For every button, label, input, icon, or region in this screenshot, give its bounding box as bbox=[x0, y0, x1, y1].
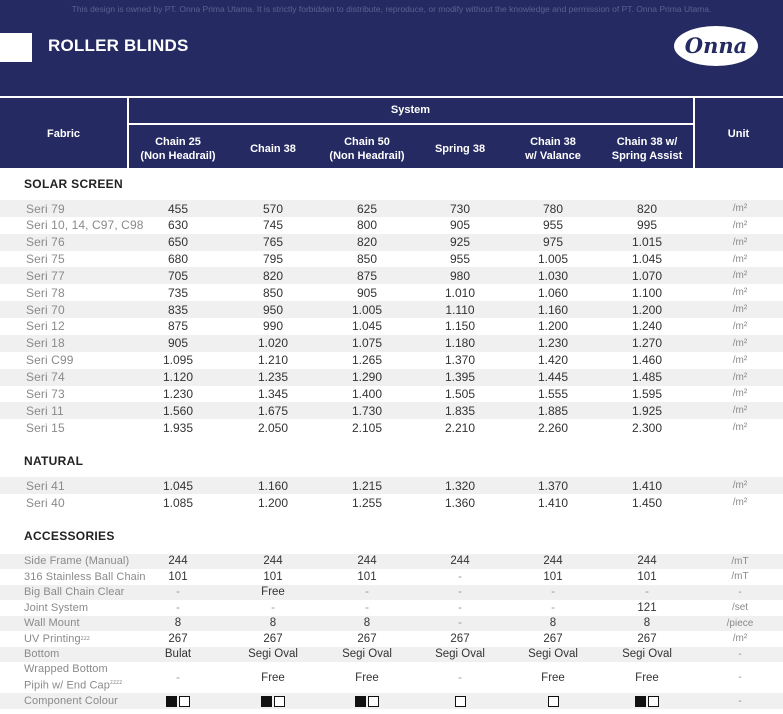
row-unit: - bbox=[738, 672, 742, 683]
row-unit: /m² bbox=[732, 633, 748, 645]
row-value: 1.560 bbox=[162, 403, 194, 418]
row-value: 705 bbox=[167, 268, 189, 283]
row-value: Free bbox=[261, 671, 285, 684]
system-divider bbox=[128, 123, 693, 125]
row-value: 244 bbox=[357, 555, 377, 568]
section-natural: NATURAL bbox=[24, 454, 84, 468]
row-value: 101 bbox=[637, 570, 657, 583]
row-value: 1.045 bbox=[631, 252, 663, 267]
header-col-3: Chain 50 (Non Headrail) bbox=[329, 136, 405, 162]
row-value: 905 bbox=[356, 285, 378, 300]
header-col-1: Chain 25 (Non Headrail) bbox=[140, 136, 216, 162]
row-value: 1.095 bbox=[162, 353, 194, 368]
row-value: 2.050 bbox=[257, 420, 289, 435]
row-value: 8 bbox=[643, 617, 651, 630]
row-value: 8 bbox=[363, 617, 371, 630]
table-row bbox=[0, 477, 783, 494]
row-unit: /m² bbox=[732, 270, 748, 282]
row-value: 1.110 bbox=[445, 302, 475, 317]
black-swatch-icon bbox=[166, 696, 177, 707]
row-value: 2.105 bbox=[351, 420, 383, 435]
row-value: 765 bbox=[262, 235, 284, 250]
row-value: 8 bbox=[269, 617, 277, 630]
row-value: 735 bbox=[167, 285, 189, 300]
row-value: 1.885 bbox=[537, 403, 569, 418]
row-value: 1.210 bbox=[257, 353, 289, 368]
row-value: 795 bbox=[262, 252, 284, 267]
table-header bbox=[0, 96, 783, 168]
black-swatch-icon bbox=[355, 696, 366, 707]
row-value: 101 bbox=[263, 570, 283, 583]
row-unit: /m² bbox=[732, 371, 748, 383]
row-value: Free bbox=[261, 586, 285, 599]
row-value: 1.045 bbox=[162, 478, 194, 493]
row-value: 2.300 bbox=[631, 420, 663, 435]
row-unit: - bbox=[738, 586, 742, 598]
row-value: 1.215 bbox=[351, 478, 383, 493]
row-unit: /m² bbox=[732, 354, 748, 366]
row-label: Joint System bbox=[24, 601, 89, 614]
row-value: 1.020 bbox=[257, 336, 289, 351]
row-value: 1.345 bbox=[257, 386, 289, 401]
title-accent-tab bbox=[0, 33, 32, 62]
row-value: - bbox=[551, 586, 555, 599]
row-value: 650 bbox=[167, 235, 189, 250]
row-value: 995 bbox=[636, 218, 658, 233]
row-value: - bbox=[271, 601, 275, 614]
row-value: 244 bbox=[637, 555, 657, 568]
table-row bbox=[0, 234, 783, 251]
row-value: 267 bbox=[637, 632, 657, 645]
row-value: 800 bbox=[356, 218, 378, 233]
row-value: 1.005 bbox=[351, 302, 383, 317]
row-value: 955 bbox=[449, 252, 471, 267]
row-value: 244 bbox=[263, 555, 283, 568]
table-row bbox=[0, 662, 783, 693]
row-value bbox=[322, 693, 412, 709]
row-value: 1.420 bbox=[537, 353, 569, 368]
row-unit: - bbox=[738, 648, 742, 660]
row-value: 1.290 bbox=[351, 370, 383, 384]
row-unit: /m² bbox=[732, 388, 748, 400]
table-row bbox=[0, 647, 783, 663]
row-value: 1.180 bbox=[444, 336, 476, 351]
row-unit: /m² bbox=[732, 497, 748, 508]
row-value: 1.265 bbox=[351, 353, 383, 368]
row-value: 850 bbox=[262, 285, 284, 300]
white-swatch-icon bbox=[368, 696, 379, 707]
table-row bbox=[0, 631, 783, 647]
row-unit: /mT bbox=[731, 555, 749, 567]
onna-logo bbox=[673, 25, 759, 67]
header-col-6: Chain 38 w/ Spring Assist bbox=[611, 136, 683, 162]
row-unit: /m² bbox=[732, 480, 748, 491]
row-value: 680 bbox=[167, 252, 189, 267]
row-value: 1.925 bbox=[631, 403, 663, 418]
table-row bbox=[0, 352, 783, 369]
table-row bbox=[0, 616, 783, 632]
table-row bbox=[0, 318, 783, 335]
copyright-notice: This design is owned by PT. Onna Prima Utama. It is strictly forbidden to distribute, reproduce, or modify without the knowledge and permission of PT. Onna Prima Utama. bbox=[71, 4, 712, 14]
row-label: Big Ball Chain Clear bbox=[24, 586, 125, 599]
svg-text:Onna: Onna bbox=[684, 33, 748, 58]
header-col-2: Chain 38 bbox=[250, 143, 296, 155]
row-value: 950 bbox=[262, 302, 284, 317]
row-unit: /piece bbox=[726, 617, 754, 629]
row-label: Seri 78 bbox=[26, 285, 65, 300]
row-label: Seri 18 bbox=[26, 336, 65, 351]
row-value: - bbox=[176, 601, 180, 614]
row-value: 1.410 bbox=[631, 478, 663, 493]
row-value: - bbox=[458, 570, 462, 583]
table-row bbox=[0, 600, 783, 616]
row-value: - bbox=[551, 601, 555, 614]
row-value: 730 bbox=[449, 201, 471, 216]
row-value: 1.060 bbox=[537, 285, 569, 300]
row-label: Seri 79 bbox=[26, 201, 65, 216]
row-value: 955 bbox=[542, 218, 564, 233]
row-label: Seri C99 bbox=[26, 353, 74, 368]
row-value: 905 bbox=[449, 218, 471, 233]
header-col-4: Spring 38 bbox=[434, 143, 486, 155]
white-swatch-icon bbox=[455, 696, 466, 707]
row-value: 1.160 bbox=[537, 302, 569, 317]
row-unit: /m² bbox=[732, 405, 748, 417]
row-value: 1.010 bbox=[444, 285, 476, 300]
row-label: Seri 15 bbox=[26, 420, 65, 435]
row-label: Seri 10, 14, C97, C98 bbox=[26, 218, 144, 233]
row-value: 1.730 bbox=[351, 403, 383, 418]
table-row bbox=[0, 494, 783, 511]
row-value: 820 bbox=[356, 235, 378, 250]
row-value: 630 bbox=[167, 218, 189, 233]
row-value: 1.395 bbox=[444, 370, 476, 384]
table-row bbox=[0, 335, 783, 352]
white-swatch-icon bbox=[179, 696, 190, 707]
row-value: 1.935 bbox=[162, 420, 194, 435]
row-value: 267 bbox=[450, 632, 470, 645]
row-label: Seri 11 bbox=[26, 403, 64, 418]
row-label: Bottom bbox=[24, 648, 60, 661]
row-value: 1.595 bbox=[631, 386, 663, 401]
row-value: 1.070 bbox=[631, 268, 663, 283]
row-label: Seri 73 bbox=[26, 386, 65, 401]
row-value: 1.675 bbox=[257, 403, 289, 418]
row-label: Seri 76 bbox=[26, 235, 65, 250]
header-unit: Unit bbox=[727, 128, 750, 140]
row-value: - bbox=[365, 601, 369, 614]
row-value: 267 bbox=[543, 632, 563, 645]
row-label: Seri 77 bbox=[26, 268, 65, 283]
table-row bbox=[0, 284, 783, 301]
row-value: 101 bbox=[357, 570, 377, 583]
row-value: 1.030 bbox=[537, 268, 569, 283]
row-value bbox=[602, 693, 692, 709]
row-value: 1.230 bbox=[162, 386, 194, 401]
row-value: Bulat bbox=[164, 648, 192, 661]
row-value: 1.555 bbox=[537, 386, 569, 401]
row-value: 2.210 bbox=[444, 420, 476, 435]
row-label: Seri 75 bbox=[26, 252, 65, 267]
header-system: System bbox=[390, 104, 431, 116]
row-value: 1.450 bbox=[631, 495, 663, 510]
row-value: 1.410 bbox=[537, 495, 569, 510]
row-value: 1.085 bbox=[162, 495, 194, 510]
row-unit: /m² bbox=[732, 236, 748, 248]
row-unit: /set bbox=[731, 602, 749, 614]
row-value: 1.005 bbox=[537, 252, 569, 267]
title-band bbox=[0, 0, 783, 96]
row-value: 875 bbox=[167, 319, 189, 334]
row-value: - bbox=[176, 671, 180, 684]
row-unit: /m² bbox=[732, 287, 748, 299]
row-value: 875 bbox=[356, 268, 378, 283]
row-value bbox=[228, 693, 318, 709]
row-value: 1.045 bbox=[351, 319, 383, 334]
row-value: 1.485 bbox=[631, 370, 663, 384]
black-swatch-icon bbox=[635, 696, 646, 707]
row-label: Seri 70 bbox=[26, 302, 65, 317]
table-row bbox=[0, 200, 783, 217]
table-row bbox=[0, 554, 783, 570]
row-value: 455 bbox=[167, 201, 189, 216]
row-value: 1.160 bbox=[257, 478, 289, 493]
row-value: Segi Oval bbox=[342, 648, 392, 661]
table-row bbox=[0, 419, 783, 436]
row-unit: /m² bbox=[732, 337, 748, 349]
row-value: 990 bbox=[262, 319, 284, 334]
row-label: UV Printing zzz bbox=[24, 632, 91, 645]
row-value: 267 bbox=[168, 632, 188, 645]
row-unit: /mT bbox=[731, 571, 749, 583]
row-value: - bbox=[458, 586, 462, 599]
row-value: 1.360 bbox=[444, 495, 476, 510]
row-value: 1.120 bbox=[162, 370, 194, 384]
row-value: 1.400 bbox=[351, 386, 383, 401]
row-value: 980 bbox=[449, 268, 471, 283]
row-label: Seri 41 bbox=[26, 478, 65, 493]
row-value: 820 bbox=[636, 201, 658, 216]
table-row bbox=[0, 569, 783, 585]
row-value: 1.445 bbox=[537, 370, 569, 384]
row-value: 101 bbox=[543, 570, 563, 583]
section-solar-screen: SOLAR SCREEN bbox=[24, 177, 123, 191]
row-label: Seri 12 bbox=[26, 319, 65, 334]
row-value bbox=[508, 693, 598, 709]
row-value: 1.835 bbox=[444, 403, 476, 418]
white-swatch-icon bbox=[548, 696, 559, 707]
row-value: - bbox=[458, 671, 462, 684]
row-value: 121 bbox=[637, 601, 657, 614]
row-value: 8 bbox=[549, 617, 557, 630]
row-value: Segi Oval bbox=[248, 648, 298, 661]
row-value: 1.200 bbox=[257, 495, 289, 510]
table-row bbox=[0, 585, 783, 601]
row-unit: /m² bbox=[732, 219, 748, 231]
row-value: 625 bbox=[356, 201, 378, 216]
row-value: 1.255 bbox=[351, 495, 383, 510]
row-unit: /m² bbox=[732, 422, 748, 434]
table-row bbox=[0, 251, 783, 268]
row-value: 8 bbox=[174, 617, 182, 630]
row-value: Free bbox=[635, 671, 659, 684]
row-value: 244 bbox=[450, 555, 470, 568]
row-value: 1.230 bbox=[537, 336, 569, 351]
row-value: 570 bbox=[262, 201, 284, 216]
table-row bbox=[0, 385, 783, 402]
row-unit: /m² bbox=[732, 320, 748, 332]
white-swatch-icon bbox=[274, 696, 285, 707]
row-unit: /m² bbox=[732, 203, 748, 214]
row-label: Seri 40 bbox=[26, 495, 65, 510]
table-row bbox=[0, 301, 783, 318]
row-value: Free bbox=[355, 671, 379, 684]
row-value: 905 bbox=[167, 336, 189, 351]
row-value: - bbox=[176, 586, 180, 599]
table-row bbox=[0, 693, 783, 709]
row-value: 975 bbox=[542, 235, 564, 250]
row-label: 316 Stainless Ball Chain bbox=[24, 570, 146, 583]
row-value: 2.260 bbox=[537, 420, 569, 435]
row-value: 1.150 bbox=[444, 319, 476, 334]
header-fabric: Fabric bbox=[46, 128, 80, 140]
row-value: 835 bbox=[167, 302, 189, 317]
row-value: 1.370 bbox=[537, 478, 569, 493]
row-value: 1.270 bbox=[631, 336, 663, 351]
row-label: Component Colour bbox=[24, 695, 118, 707]
row-label: Side Frame (Manual) bbox=[24, 555, 130, 568]
row-value: 1.320 bbox=[444, 478, 476, 493]
row-value: 1.460 bbox=[631, 353, 663, 368]
row-value: 1.100 bbox=[631, 285, 663, 300]
row-value: 267 bbox=[357, 632, 377, 645]
row-unit: /m² bbox=[732, 253, 748, 265]
row-value: 267 bbox=[263, 632, 283, 645]
row-value: 244 bbox=[168, 555, 188, 568]
row-value: 925 bbox=[449, 235, 471, 250]
row-value: 1.200 bbox=[631, 302, 663, 317]
table-row bbox=[0, 217, 783, 234]
row-value: 780 bbox=[542, 201, 564, 216]
row-value: 1.240 bbox=[631, 319, 663, 334]
row-value: 1.235 bbox=[257, 370, 289, 384]
row-value: - bbox=[365, 586, 369, 599]
row-value: 745 bbox=[262, 218, 284, 233]
row-label: Wall Mount bbox=[24, 617, 80, 630]
row-value: 1.015 bbox=[631, 235, 663, 250]
row-value: - bbox=[458, 601, 462, 614]
row-label: Wrapped Bottom Pipih w/ End Cap$^{zzzz}$ bbox=[24, 663, 123, 692]
row-value: 1.075 bbox=[351, 336, 383, 351]
row-value: Segi Oval bbox=[435, 648, 485, 661]
white-swatch-icon bbox=[648, 696, 659, 707]
row-value: 1.505 bbox=[444, 386, 476, 401]
table-row bbox=[0, 369, 783, 386]
row-value: - bbox=[645, 586, 649, 599]
row-value: Free bbox=[541, 671, 565, 684]
row-label: Seri 74 bbox=[26, 370, 65, 384]
row-value bbox=[415, 693, 505, 709]
row-value bbox=[133, 693, 223, 709]
row-value: Segi Oval bbox=[622, 648, 672, 661]
page-title: ROLLER BLINDS bbox=[48, 36, 189, 55]
row-value: 1.370 bbox=[444, 353, 476, 368]
row-value: 850 bbox=[356, 252, 378, 267]
header-col-5: Chain 38 w/ Valance bbox=[525, 136, 581, 162]
table-row bbox=[0, 267, 783, 284]
row-value: 101 bbox=[168, 570, 188, 583]
row-value: - bbox=[458, 617, 462, 630]
section-accessories: ACCESSORIES bbox=[24, 529, 115, 543]
row-unit: - bbox=[738, 695, 742, 707]
table-row bbox=[0, 402, 783, 419]
row-value: 244 bbox=[543, 555, 563, 568]
row-value: 1.200 bbox=[537, 319, 569, 334]
row-value: 820 bbox=[262, 268, 284, 283]
black-swatch-icon bbox=[261, 696, 272, 707]
row-unit: /m² bbox=[732, 304, 748, 316]
row-value: Segi Oval bbox=[528, 648, 578, 661]
